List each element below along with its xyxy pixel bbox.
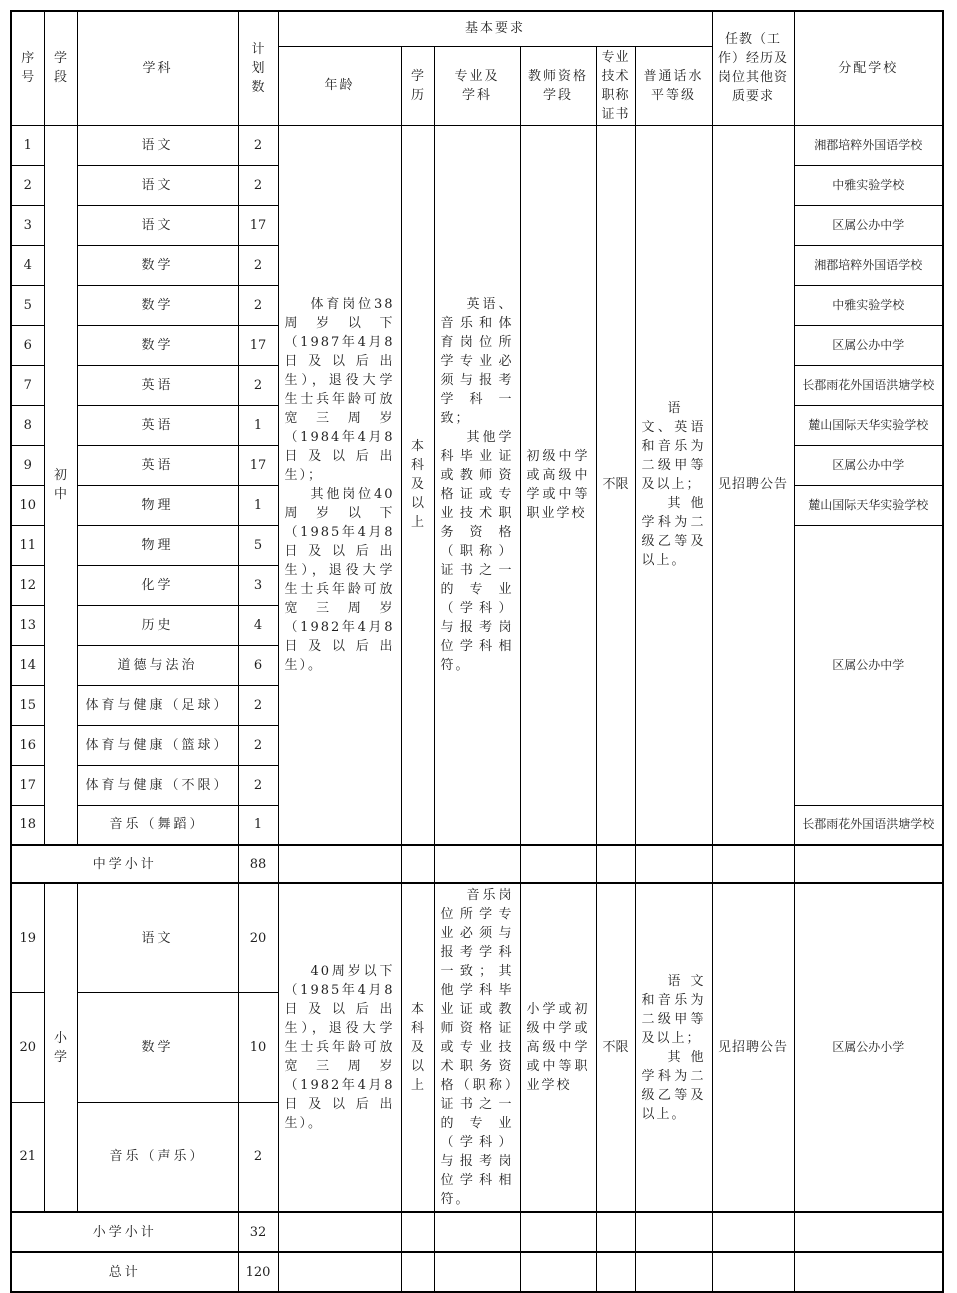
recruitment-table-sheet — [10, 10, 944, 1293]
row-number-cell: 5 — [11, 285, 44, 325]
plan-count-cell: 3 — [238, 565, 278, 605]
row-number-cell: 13 — [11, 605, 44, 645]
experience-requirement-junior: 见招聘公告 — [712, 125, 794, 845]
school-cell: 长郡雨花外国语洪塘学校 — [794, 365, 943, 405]
empty-cell — [520, 845, 596, 883]
row-number-cell: 12 — [11, 565, 44, 605]
plan-count-cell: 2 — [238, 1102, 278, 1212]
plan-count-cell: 2 — [238, 725, 278, 765]
header-mandarin-level: 普通话水平等级 — [635, 46, 712, 125]
empty-cell — [635, 1252, 712, 1292]
subject-cell: 物理 — [77, 525, 238, 565]
school-cell: 长郡雨花外国语洪塘学校 — [794, 805, 943, 845]
school-cell: 湘郡培粹外国语学校 — [794, 125, 943, 165]
empty-cell — [401, 845, 434, 883]
empty-cell — [520, 1252, 596, 1292]
school-cell: 区属公办中学 — [794, 205, 943, 245]
major-requirement-junior: 英语、音乐和体育岗位所学专业必须与报考学科一致； 其他学科毕业证或教师资格证或专业技术职务资格（职称）证书之一的专业（学科）与报考岗位学科相符。 — [434, 125, 520, 845]
empty-cell — [434, 1212, 520, 1252]
plan-count-cell: 10 — [238, 993, 278, 1103]
mandarin-requirement-primary: 语文和音乐为二级甲等及以上； 其他学科为二级乙等及以上。 — [635, 883, 712, 1212]
stage-cell-junior: 初中 — [44, 125, 77, 845]
empty-cell — [712, 845, 794, 883]
plan-count-cell: 5 — [238, 525, 278, 565]
subject-cell: 历史 — [77, 605, 238, 645]
subject-cell: 体育与健康（不限） — [77, 765, 238, 805]
school-cell-merged: 区属公办中学 — [794, 525, 943, 805]
subject-cell: 英语 — [77, 365, 238, 405]
plan-count-cell: 4 — [238, 605, 278, 645]
junior-subtotal-label: 中学小计 — [11, 845, 238, 883]
school-cell: 中雅实验学校 — [794, 285, 943, 325]
row-number-cell: 10 — [11, 485, 44, 525]
school-cell: 湘郡培粹外国语学校 — [794, 245, 943, 285]
subject-cell: 语文 — [77, 165, 238, 205]
header-school: 分配学校 — [794, 11, 943, 125]
subject-cell: 体育与健康（足球） — [77, 685, 238, 725]
row-number-cell: 3 — [11, 205, 44, 245]
plan-count-cell: 17 — [238, 445, 278, 485]
row-number-cell: 4 — [11, 245, 44, 285]
empty-cell — [278, 845, 401, 883]
empty-cell — [635, 1212, 712, 1252]
grand-total-value: 120 — [238, 1252, 278, 1292]
subject-cell: 数学 — [77, 993, 238, 1103]
row-number-cell: 1 — [11, 125, 44, 165]
row-number-cell: 14 — [11, 645, 44, 685]
subject-cell: 语文 — [77, 205, 238, 245]
age-requirement-primary: 40周岁以下（1985年4月8日及以后出生），退役大学生士兵年龄可放宽三周岁（1982年4月8日及以后出生）。 — [278, 883, 401, 1212]
row-number-cell: 19 — [11, 883, 44, 993]
header-age: 年龄 — [278, 46, 401, 125]
empty-cell — [635, 845, 712, 883]
school-cell: 麓山国际天华实验学校 — [794, 485, 943, 525]
plan-count-cell: 1 — [238, 805, 278, 845]
row-number-cell: 15 — [11, 685, 44, 725]
row-number-cell: 17 — [11, 765, 44, 805]
row-number-cell: 7 — [11, 365, 44, 405]
plan-count-cell: 2 — [238, 365, 278, 405]
school-cell-primary: 区属公办小学 — [794, 883, 943, 1212]
subject-cell: 体育与健康（篮球） — [77, 725, 238, 765]
subject-cell: 音乐（声乐） — [77, 1102, 238, 1212]
empty-cell — [401, 1252, 434, 1292]
empty-cell — [401, 1212, 434, 1252]
row-number-cell: 18 — [11, 805, 44, 845]
empty-cell — [794, 845, 943, 883]
header-cert-stage: 教师资格学段 — [520, 46, 596, 125]
header-major: 专业及学科 — [434, 46, 520, 125]
row-number-cell: 21 — [11, 1102, 44, 1212]
subject-cell: 语文 — [77, 125, 238, 165]
plan-count-cell: 1 — [238, 405, 278, 445]
empty-cell — [278, 1252, 401, 1292]
empty-cell — [596, 1252, 635, 1292]
empty-cell — [596, 845, 635, 883]
header-education: 学历 — [401, 46, 434, 125]
school-cell: 中雅实验学校 — [794, 165, 943, 205]
empty-cell — [434, 1252, 520, 1292]
subject-cell: 数学 — [77, 285, 238, 325]
grand-total-label: 总计 — [11, 1252, 238, 1292]
subject-cell: 数学 — [77, 245, 238, 285]
header-no: 序号 — [11, 11, 44, 125]
primary-subtotal-label: 小学小计 — [11, 1212, 238, 1252]
title-cert-primary: 不限 — [596, 883, 635, 1212]
row-number-cell: 8 — [11, 405, 44, 445]
empty-cell — [278, 1212, 401, 1252]
row-number-cell: 20 — [11, 993, 44, 1103]
subject-cell: 语文 — [77, 883, 238, 993]
plan-count-cell: 2 — [238, 685, 278, 725]
empty-cell — [712, 1212, 794, 1252]
row-number-cell: 9 — [11, 445, 44, 485]
header-experience: 任教（工作）经历及岗位其他资质要求 — [712, 11, 794, 125]
plan-count-cell: 1 — [238, 485, 278, 525]
school-cell: 区属公办中学 — [794, 445, 943, 485]
major-requirement-primary: 音乐岗位所学专业必须与报考学科一致；其他学科毕业证或教师资格证或专业技术职务资格（职称）证书之一的专业（学科）与报考岗位学科相符。 — [434, 883, 520, 1212]
subject-cell: 音乐（舞蹈） — [77, 805, 238, 845]
subject-cell: 物理 — [77, 485, 238, 525]
plan-count-cell: 2 — [238, 165, 278, 205]
recruitment-plan-table — [10, 10, 944, 1293]
plan-count-cell: 17 — [238, 325, 278, 365]
header-plan-count: 计划数 — [238, 11, 278, 125]
subject-cell: 道德与法治 — [77, 645, 238, 685]
education-requirement-junior: 本科及以上 — [401, 125, 434, 845]
row-number-cell: 16 — [11, 725, 44, 765]
header-basic-requirements: 基本要求 — [278, 11, 712, 46]
empty-cell — [434, 845, 520, 883]
header-stage: 学段 — [44, 11, 77, 125]
plan-count-cell: 6 — [238, 645, 278, 685]
empty-cell — [794, 1252, 943, 1292]
empty-cell — [712, 1252, 794, 1292]
subject-cell: 数学 — [77, 325, 238, 365]
plan-count-cell: 2 — [238, 245, 278, 285]
cert-stage-primary: 小学或初级中学或高级中学或中等职业学校 — [520, 883, 596, 1212]
row-number-cell: 2 — [11, 165, 44, 205]
header-subject: 学科 — [77, 11, 238, 125]
subject-cell: 英语 — [77, 445, 238, 485]
plan-count-cell: 20 — [238, 883, 278, 993]
plan-count-cell: 2 — [238, 125, 278, 165]
title-cert-junior: 不限 — [596, 125, 635, 845]
age-requirement-junior: 体育岗位38周岁以下（1987年4月8日及以后出生），退役大学生士兵年龄可放宽三周岁（1984年4月8日及以后出生）； 其他岗位40周岁以下（1985年4月8日及以后出生），退役大学生士兵年龄可放宽三周岁（1982年4月8日及以后出生）。 — [278, 125, 401, 845]
row-number-cell: 6 — [11, 325, 44, 365]
stage-cell-primary: 小学 — [44, 883, 77, 1212]
primary-subtotal-value: 32 — [238, 1212, 278, 1252]
subject-cell: 英语 — [77, 405, 238, 445]
junior-subtotal-value: 88 — [238, 845, 278, 883]
school-cell: 麓山国际天华实验学校 — [794, 405, 943, 445]
header-title-cert: 专业技术职称证书 — [596, 46, 635, 125]
empty-cell — [794, 1212, 943, 1252]
education-requirement-primary: 本科及以上 — [401, 883, 434, 1212]
empty-cell — [596, 1212, 635, 1252]
school-cell: 区属公办中学 — [794, 325, 943, 365]
row-number-cell: 11 — [11, 525, 44, 565]
subject-cell: 化学 — [77, 565, 238, 605]
mandarin-requirement-junior: 语文、英语和音乐为二级甲等及以上； 其他学科为二级乙等及以上。 — [635, 125, 712, 845]
cert-stage-junior: 初级中学或高级中学或中等职业学校 — [520, 125, 596, 845]
plan-count-cell: 2 — [238, 285, 278, 325]
experience-requirement-primary: 见招聘公告 — [712, 883, 794, 1212]
empty-cell — [520, 1212, 596, 1252]
plan-count-cell: 17 — [238, 205, 278, 245]
plan-count-cell: 2 — [238, 765, 278, 805]
